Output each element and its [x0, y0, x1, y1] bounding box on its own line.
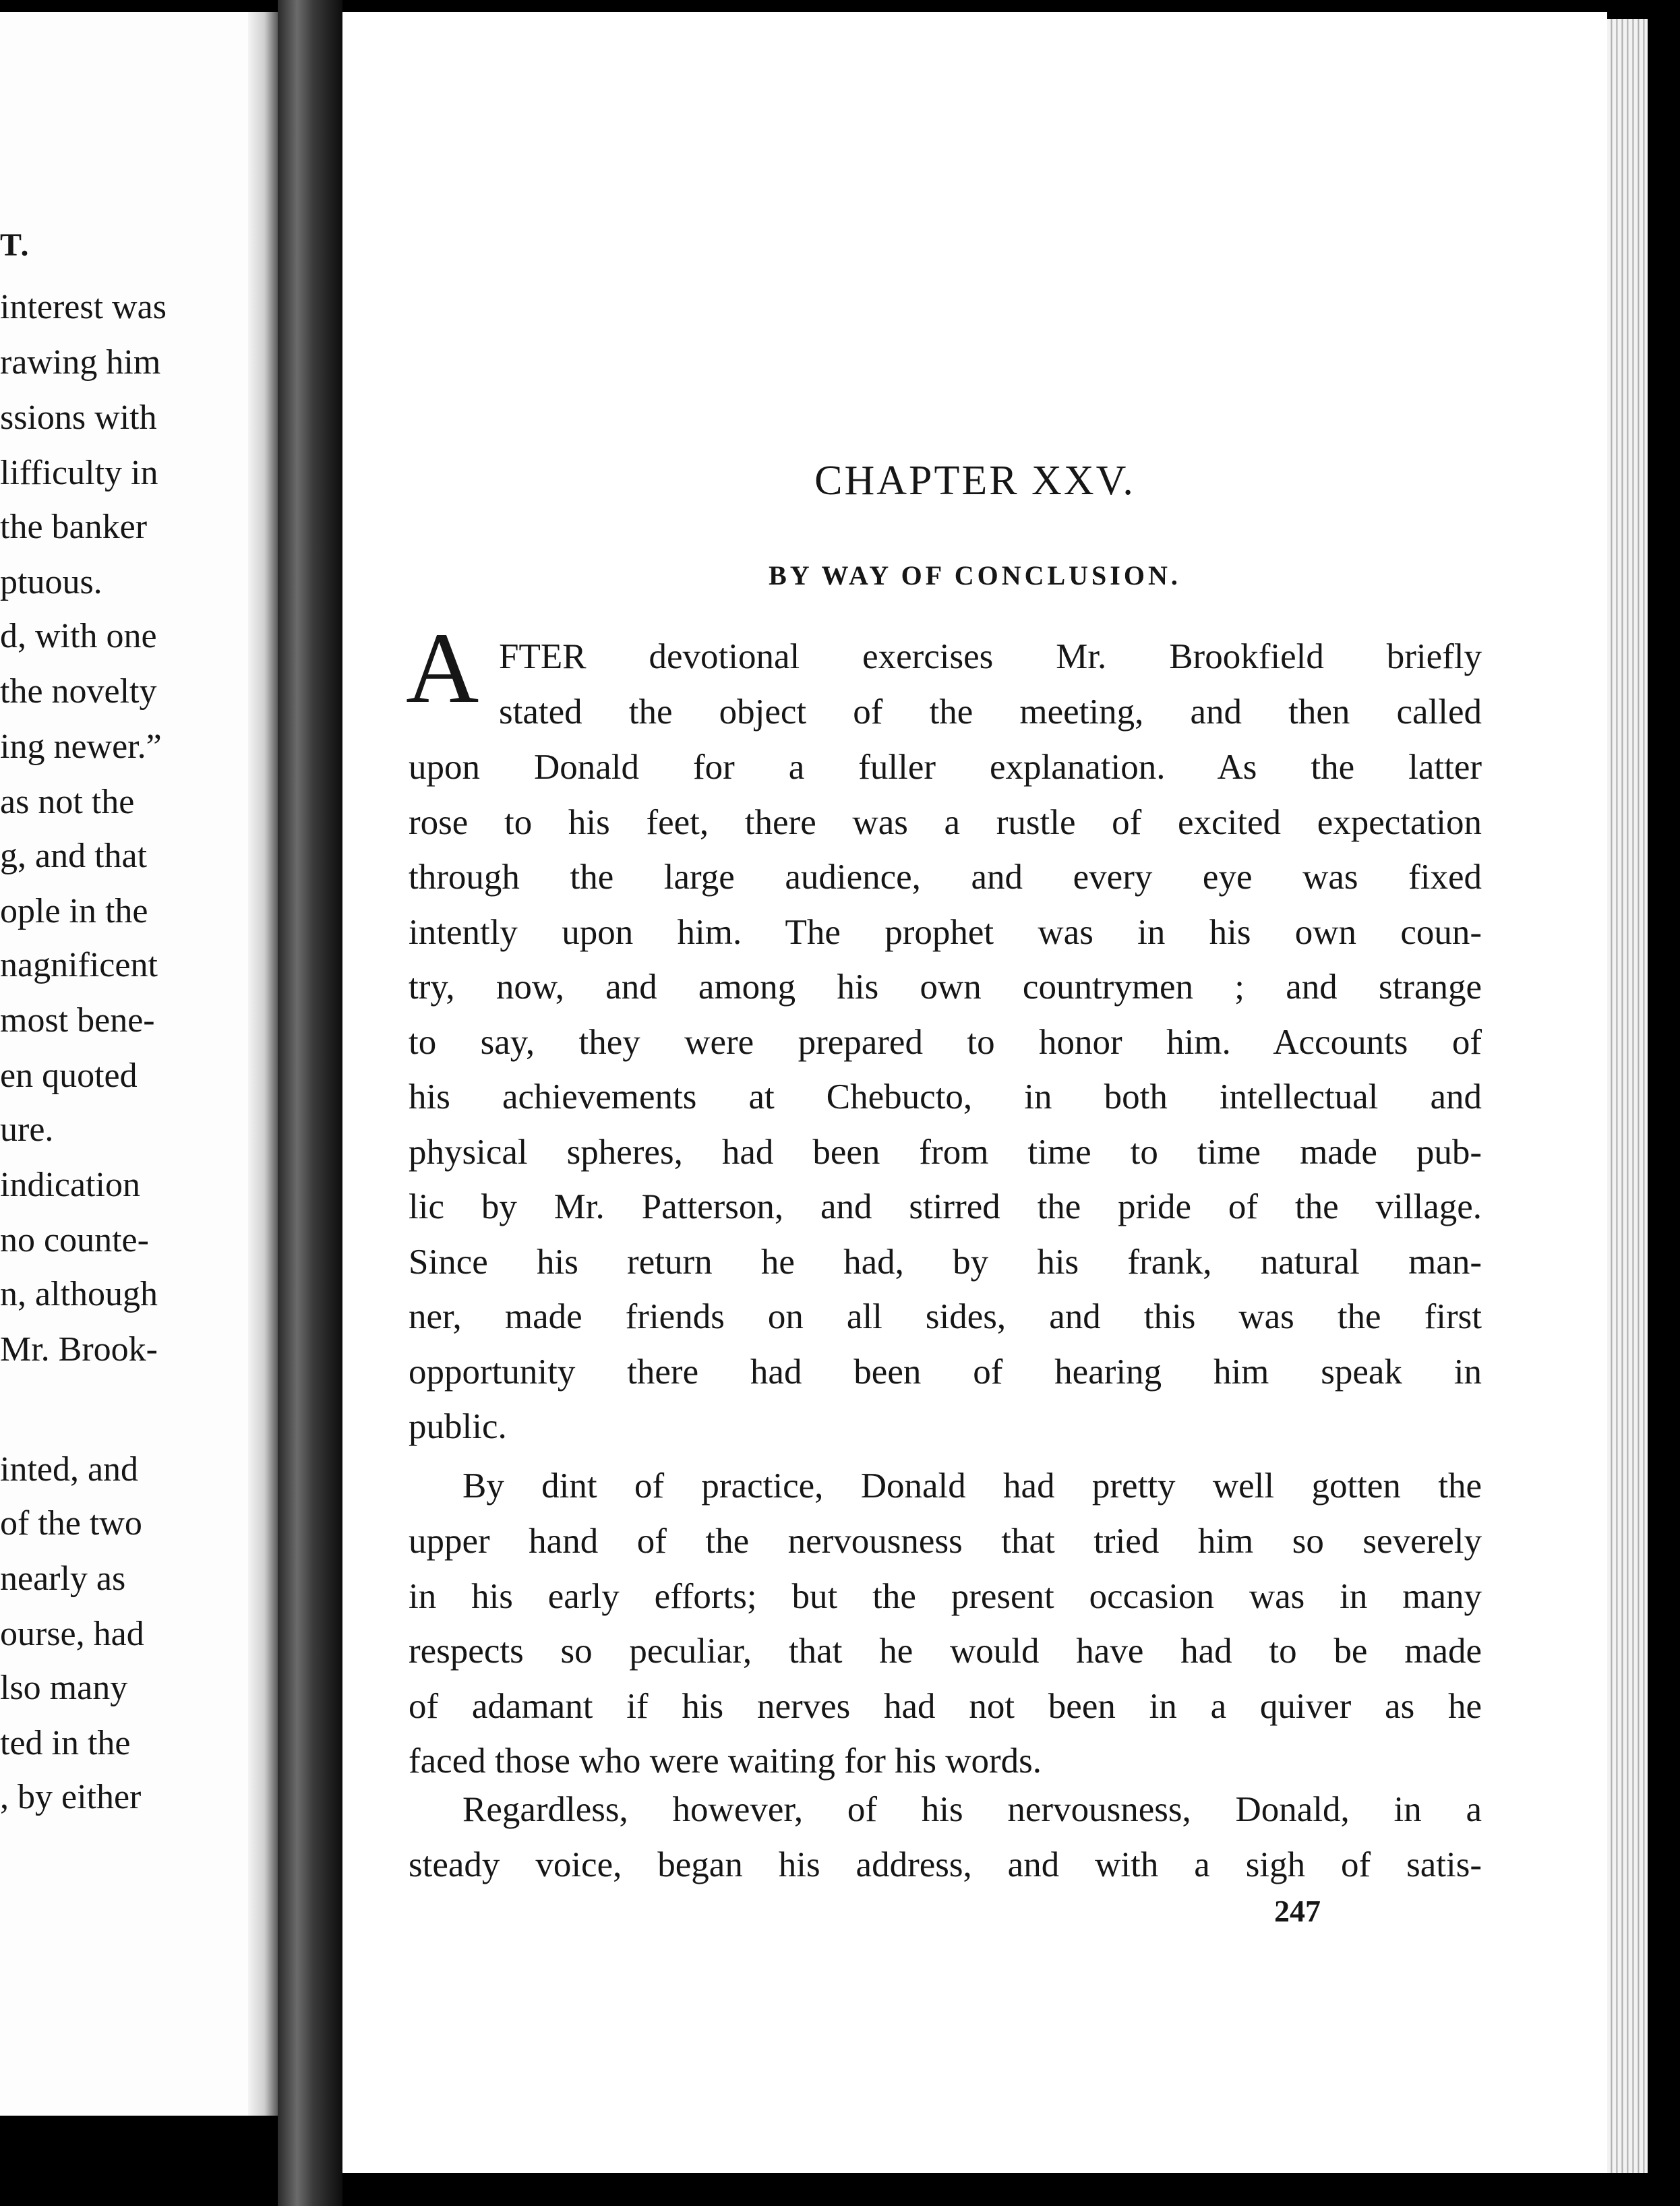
text-line: , by either: [0, 1778, 142, 1816]
text-line: inted, and: [0, 1450, 139, 1489]
text-line: of adamant if his nerves had not been in a quiver as he: [409, 1686, 1482, 1726]
page-number: 247: [1274, 1894, 1321, 1928]
text-line: through the large audience, and every eye was fixed: [409, 858, 1482, 897]
text-line: the novelty: [0, 672, 157, 711]
text-line: ssions with: [0, 398, 157, 437]
text-line: to say, they were prepared to honor him. Accounts of: [409, 1022, 1482, 1062]
drop-cap: A: [406, 612, 479, 724]
text-line: nagnificent: [0, 946, 158, 984]
text-line: lso many: [0, 1669, 128, 1707]
text-line: upon Donald for a fuller explanation. As the latter: [409, 748, 1482, 787]
text-line: public.: [409, 1407, 507, 1446]
text-line: g, and that: [0, 837, 148, 875]
text-line: ptuous.: [0, 563, 102, 601]
paragraph-1-line-2: stated the object of the meeting, and then called: [499, 692, 1482, 732]
chapter-title: CHAPTER XXV.: [814, 458, 1135, 504]
text-line: in his early efforts; but the present occasion was in many: [409, 1576, 1482, 1616]
text-line: physical spheres, had been from time to time made pub-: [409, 1132, 1482, 1172]
left-page-gutter-shadow: [248, 12, 278, 2116]
text-line: nearly as: [0, 1559, 126, 1598]
text-line: interest was: [0, 288, 167, 326]
text-line: upper hand of the nervousness that tried him so severely: [409, 1522, 1482, 1561]
text-line: lic by Mr. Patterson, and stirred the pride of the village.: [409, 1187, 1482, 1226]
text-line: en quoted: [0, 1056, 138, 1095]
text-line: rose to his feet, there was a rustle of excited expectation: [409, 802, 1482, 842]
paragraph-2-first-line: By dint of practice, Donald had pretty well gotten the: [462, 1466, 1482, 1506]
paragraph-3-first-line: Regardless, however, of his nervousness, Donald, in a: [462, 1790, 1482, 1829]
right-page: [342, 12, 1607, 2173]
text-line: indication: [0, 1166, 140, 1204]
text-line: respects so peculiar, that he would have had to be made: [409, 1632, 1482, 1671]
book-spine: [278, 0, 342, 2206]
text-line: rawing him: [0, 343, 161, 382]
text-line: n, although: [0, 1275, 158, 1313]
text-line: d, with one: [0, 617, 157, 655]
paragraph-1-line-1: FTER devotional exercises Mr. Brookfield briefly: [499, 637, 1482, 676]
page-edges: [1607, 19, 1648, 2173]
text-line: Since his return he had, by his frank, natural man-: [409, 1242, 1482, 1282]
text-line: steady voice, began his address, and with a sigh of satis-: [409, 1845, 1482, 1884]
text-line: as not the: [0, 783, 135, 821]
text-line: ure.: [0, 1110, 54, 1149]
text-line: ing newer.”: [0, 727, 162, 766]
text-line: try, now, and among his own countrymen ; and strange: [409, 967, 1482, 1007]
text-line: ourse, had: [0, 1615, 144, 1653]
text-line: his achievements at Chebucto, in both intellectual and: [409, 1077, 1482, 1116]
text-line: faced those who were waiting for his words.: [409, 1741, 1042, 1781]
text-line: opportunity there had been of hearing him speak in: [409, 1352, 1482, 1392]
text-line: Mr. Brook-: [0, 1330, 158, 1369]
chapter-subtitle: BY WAY OF CONCLUSION.: [769, 560, 1181, 591]
text-line: of the two: [0, 1504, 142, 1543]
text-line: ted in the: [0, 1724, 131, 1762]
text-line: ner, made friends on all sides, and this was the first: [409, 1297, 1482, 1336]
text-line: intently upon him. The prophet was in his own coun-: [409, 912, 1482, 952]
text-line: most bene-: [0, 1001, 155, 1040]
text-line: the banker: [0, 508, 148, 546]
left-page: [0, 12, 278, 2116]
left-page-heading: T.: [0, 227, 30, 263]
text-line: ople in the: [0, 892, 148, 930]
text-line: no counte-: [0, 1221, 149, 1259]
text-line: lifficulty in: [0, 454, 158, 492]
